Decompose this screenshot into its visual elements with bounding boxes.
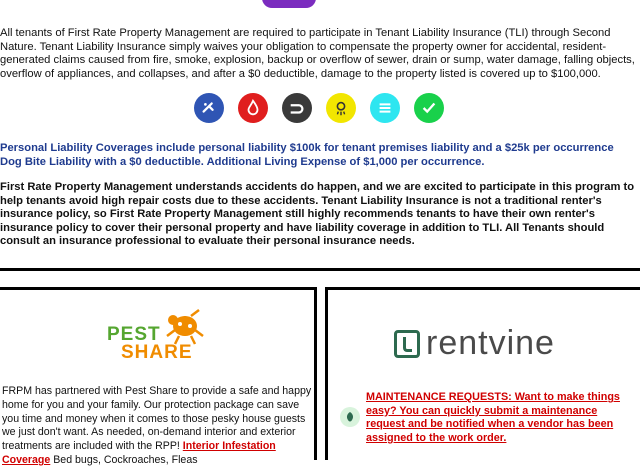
tli-intro-text: All tenants of First Rate Property Management are required to participate in Tenant Liability Insurance (TLI) through Second Nature. Tenant Liability Insurance simply waives your obligation to compensate the property owner for accidental, resident-generated claims caused from fire, smoke, explosion, backup or overflow of sewer, drain or sump, water damage, falling objects, overflow of appliances, and collapses, and after a $0 deductible, damage to the property listed is covered up to $100,000. — [0, 27, 635, 80]
bug-icon — [161, 306, 205, 346]
fire-icon — [238, 93, 268, 123]
pest-body: FRPM has partnered with Pest Share to provide a safe and happy home for you and your family. Our protection package can save you time and money when it comes to those pesky house guests we just don't want. As needed, on-demand interior and exterior treatments are included with the RPP! — [2, 385, 312, 453]
brand-logo — [262, 0, 316, 8]
rentvine-mark-icon — [394, 330, 420, 358]
rentvine-panel — [325, 287, 640, 460]
maintenance-request-link[interactable]: MAINTENANCE REQUESTS: Want to make things easy? You can quickly submit a maintenance request and be notified when a vendor has been assigned to the work order. — [366, 391, 620, 444]
tli-disclaimer-text: First Rate Property Management understands accidents do happen, and we are excited to participate in this program to help tenants avoid high repair costs due to these accidents. Tenant Liability Insurance is not a traditional renter's insurance policy, so First Rate Property Management still highly recommends tenants to have their own renter's insurance policy to cover their personal property and have liability coverage in addition to TLI. All Tenants should consult an insurance professional to evaluate their personal insurance needs. — [0, 181, 635, 248]
section-divider — [0, 268, 640, 271]
share-word: SHARE — [121, 342, 193, 363]
check-icon — [414, 93, 444, 123]
pest-word: PEST — [107, 324, 161, 345]
coverage-icons — [194, 93, 444, 123]
hose-icon — [194, 93, 224, 123]
personal-liability-text: Personal Liability Coverages include personal liability $100k for tenant premises liability and a $25k per occurrence Dog Bite Liability with a $0 deductible. Additional Living Expense of $1,000 per occurrence. — [0, 142, 614, 168]
rentvine-word: rentvine — [426, 324, 555, 362]
top-bar — [0, 0, 640, 22]
pipe-icon — [282, 93, 312, 123]
rentvine-logo — [394, 324, 555, 363]
pest-share-logo — [107, 304, 217, 364]
pest-share-description — [2, 385, 312, 468]
pest-share-panel — [0, 287, 317, 466]
leaf-icon — [340, 407, 360, 427]
interior-infestation-link[interactable]: Interior Infestation Coverage — [2, 440, 276, 466]
pest-tail: Bed bugs, Cockroaches, Fleas — [50, 453, 198, 466]
sprinkler-icon — [326, 93, 356, 123]
grid-icon — [370, 93, 400, 123]
